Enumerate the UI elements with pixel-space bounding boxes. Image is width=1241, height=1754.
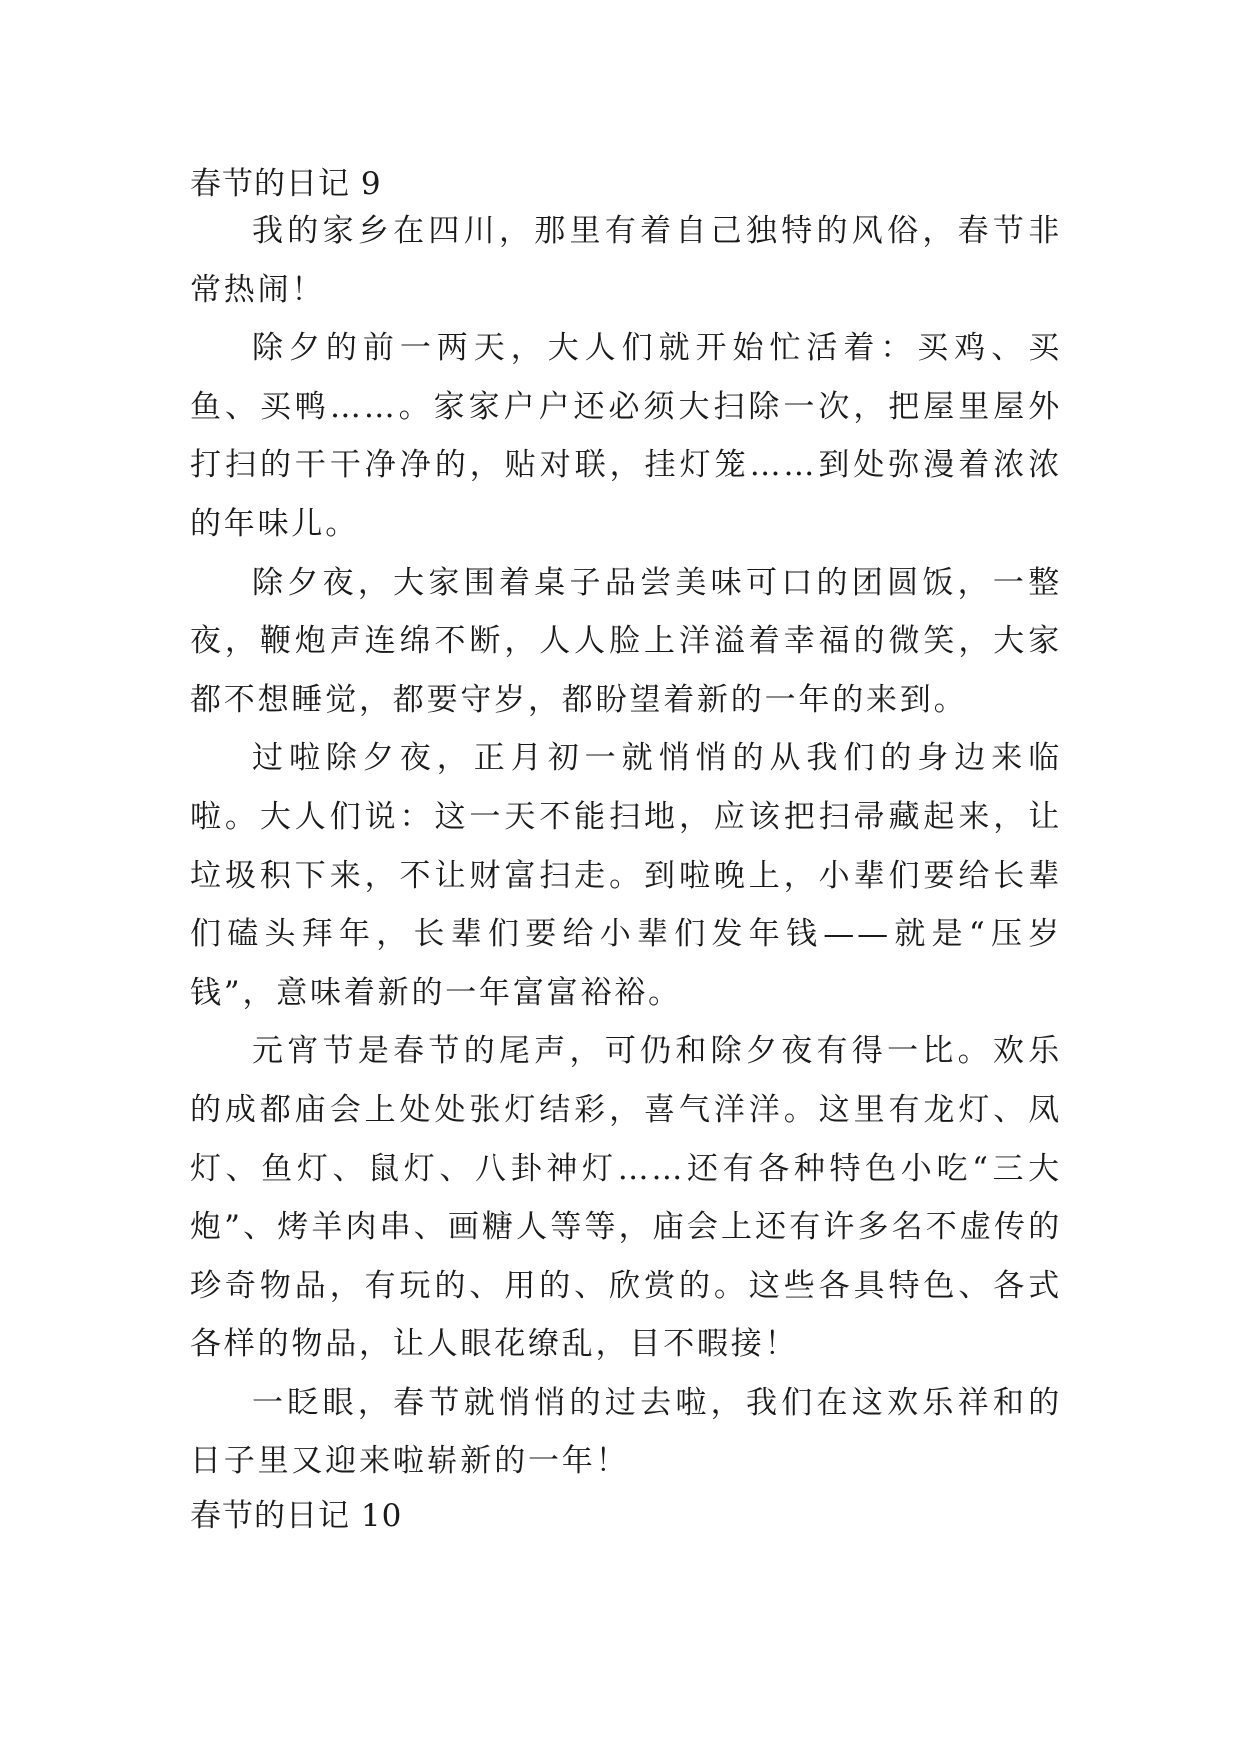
paragraph-6: 一眨眼，春节就悄悄的过去啦，我们在这欢乐祥和的日子里又迎来啦崭新的一年！	[190, 1384, 1062, 1480]
paragraph-1: 我的家乡在四川，那里有着自己独特的风俗，春节非常热闹！	[190, 213, 1062, 308]
paragraph-3: 除夕夜，大家围着桌子品尝美味可口的团圆饭，一整夜，鞭炮声连绵不断，人人脸上洋溢着幸福的微笑，大家都不想睡觉，都要守岁，都盼望着新的一年的来到。	[190, 564, 1062, 718]
paragraph-2: 除夕的前一两天，大人们就开始忙活着：买鸡、买鱼、买鸭……。家家户户还必须大扫除一次，把屋里屋外打扫的干干净净的，贴对联，挂灯笼……到处弥漫着浓浓的年味儿。	[190, 330, 1062, 542]
diary-body	[190, 202, 1062, 1491]
diary-title-10: 春节的日记 10	[190, 1498, 403, 1534]
diary-title-9: 春节的日记 9	[190, 166, 382, 202]
paragraph-5: 元宵节是春节的尾声，可仍和除夕夜有得一比。欢乐的成都庙会上处处张灯结彩，喜气洋洋。这里有龙灯、凤灯、鱼灯、鼠灯、八卦神灯……还有各种特色小吃“三大炮”、烤羊肉串、画糖人等等，庙会上还有许多名不虚传的珍奇物品，有玩的、用的、欣赏的。这些各具特色、各式各样的物品，让人眼花缭乱，目不暇接！	[190, 1033, 1062, 1363]
paragraph-4: 过啦除夕夜，正月初一就悄悄的从我们的身边来临啦。大人们说：这一天不能扫地，应该把扫帚藏起来，让垃圾积下来，不让财富扫走。到啦晚上，小辈们要给长辈们磕头拜年，长辈们要给小辈们发年钱——就是“压岁钱”，意味着新的一年富富裕裕。	[190, 740, 1062, 1011]
